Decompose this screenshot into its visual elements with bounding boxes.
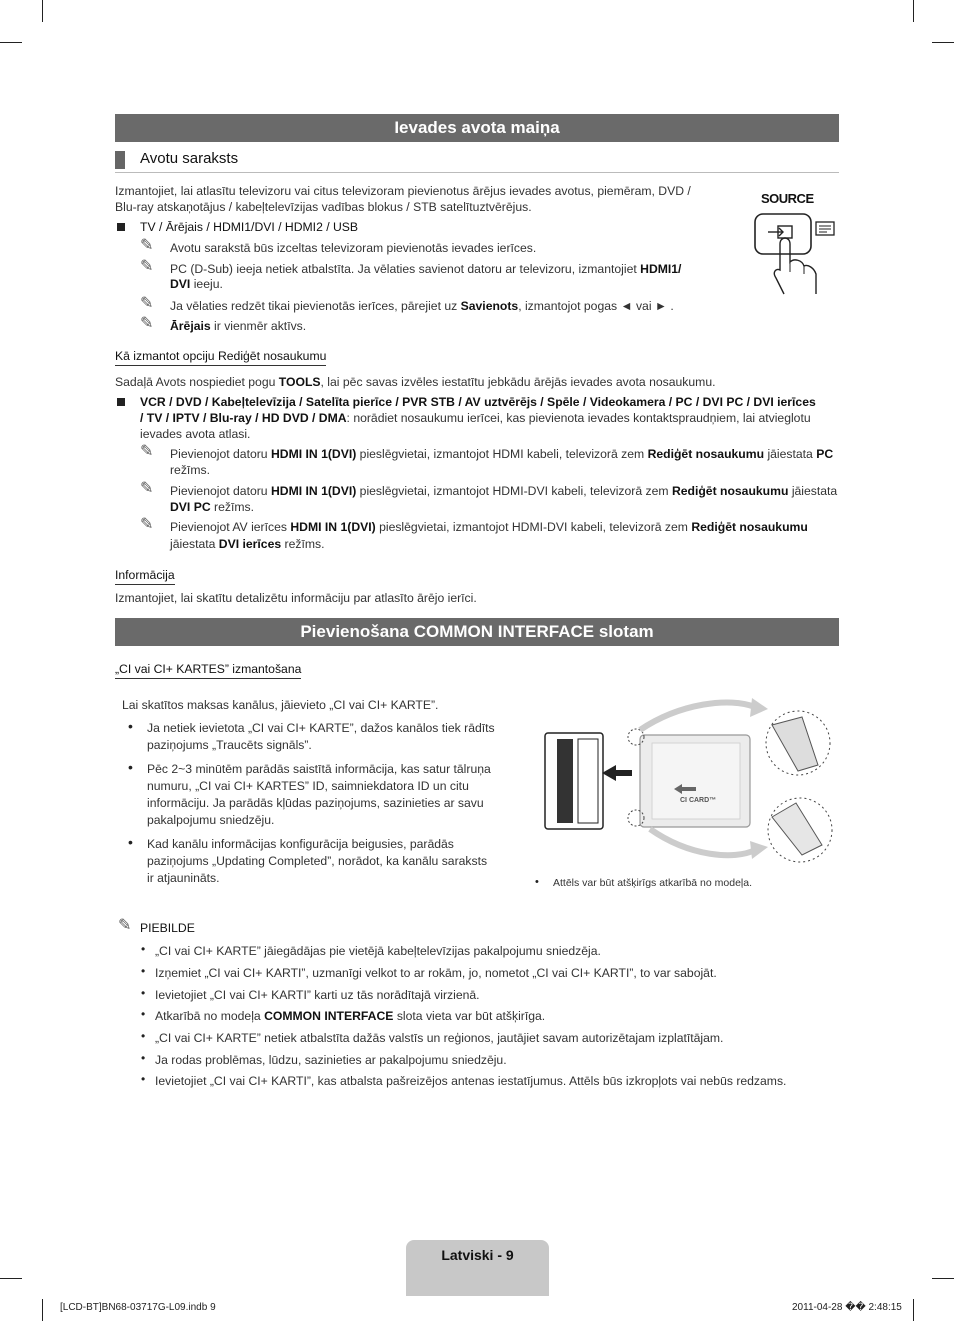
ci-bullet-line: pakalpojumu sniedzēju. [147,813,275,827]
info-heading: Informācija [115,567,175,585]
note-item: „CI vai CI+ KARTE” netiek atbalstīta dažās valstīs un reģionos, jautājiet savam autorizētajam izplatītājam. [155,1031,724,1045]
note-text: PC (D-Sub) ieeja netiek atbalstīta. Ja vēlaties savienot datoru ar televizoru, izmantojiet HDMI1/ [170,262,682,276]
heading-marker [115,151,125,169]
device-list: ievades avota atlasi. [140,427,251,441]
note-item: „CI vai CI+ KARTE” jāiegādājas pie vietējā kabeļtelevīzijas pakalpojumu sniedzēja. [155,944,601,958]
ci-bullet-line: Kad kanālu informācijas konfigurācija beigusies, parādās [147,837,454,851]
ci-bullet-line: ir atjaunināts. [147,871,220,885]
slot-label: COMMON INTERFACE [571,759,577,813]
note-item: Ievietojiet „CI vai CI+ KARTI” karti uz tās norādītajā virzienā. [155,988,480,1002]
bullet-dot: • [141,964,146,978]
crop-mark [913,0,914,22]
note-item: Ievietojiet „CI vai CI+ KARTI”, kas atbalsta pašreizējos antenas iestatījumus. Attēls būs izkropļots vai nebūs redzams. [155,1074,787,1088]
section-title: Ievades avota maiņa [115,114,839,142]
bullet-square [117,398,125,406]
note-item: Izņemiet „CI vai CI+ KARTI”, uzmanīgi velkot to ar rokām, jo, nometot „CI vai CI+ KARTI”, to var sabojāt. [155,966,717,980]
note-icon: ✎ [140,480,154,497]
page-number: Latviski - 9 [441,1247,514,1263]
card-label: CI CARD™ [680,797,717,804]
note-text: Avotu sarakstā būs izceltas televizoram pievienotās ievades ierīces. [170,241,537,255]
note-icon: ✎ [140,315,154,332]
source-list: TV / Ārējais / HDMI1/DVI / HDMI2 / USB [140,220,359,234]
note-icon: ✎ [140,295,154,312]
ci-bullet-line: Ja netiek ievietota „CI vai CI+ KARTE”, dažos kanālos tiek rādīts [147,721,495,735]
note-icon: ✎ [140,258,154,275]
device-list: / TV / IPTV / Blu-ray / HD DVD / DMA: norādiet nosaukumu ierīcei, kas pievienota ievades kontaktspraudņiem, lai atvieglotu [140,411,811,425]
ci-heading: „CI vai CI+ KARTES” izmantošana [115,661,301,679]
note-item: Ja rodas problēmas, lūdzu, sazinieties ar pakalpojumu sniedzēju. [155,1053,507,1067]
info-text: Izmantojiet, lai skatītu detalizētu informāciju par atlasīto ārējo ierīci. [115,591,477,605]
note-icon: ✎ [140,237,154,254]
bullet-dot: • [128,718,133,734]
page-number-tab [406,1240,549,1296]
note-text: jāiestata DVI ierīces režīms. [170,537,325,551]
bullet-dot: • [128,759,133,775]
crop-mark [932,42,954,43]
bullet-square [117,223,125,231]
crop-mark [0,42,22,43]
ci-bullet-line: Pēc 2~3 minūtēm parādās saistītā informācija, kas satur tālruņa [147,762,491,776]
bullet-dot: • [128,834,133,850]
section-title: Pievienošana COMMON INTERFACE slotam [115,618,839,646]
ci-bullet-line: paziņojums „Traucēts signāls”. [147,738,312,752]
intro-line: Izmantojiet, lai atlasītu televizoru vai citus televizoram pievienotus ārējus ievades avotus, piemēram, DVD / [115,184,691,198]
note-icon: ✎ [140,516,154,533]
crop-mark [913,1299,914,1321]
ci-bullet-line: numuru, „CI vai CI+ KARTES” ID, saimniekdatora ID un citu [147,779,469,793]
bullet-dot: • [141,1051,146,1065]
intro-line: Blu-ray atskaņotājus / kabeļtelevīzijas vadības blokus / STB satelītuztvērējus. [115,200,532,214]
note-icon: ✎ [140,443,154,460]
remote-source-label: SOURCE [761,191,814,206]
bullet-dot: • [141,1007,146,1021]
ci-bullet-line: paziņojums „Updating Completed”, norādot, ka kanālu saraksts [147,854,488,868]
file-name: [LCD-BT]BN68-03717G-L09.indb 9 [60,1302,216,1313]
note-text: DVI ieeju. [170,277,223,291]
bullet-dot: • [141,1072,146,1086]
note-text: Ārējais ir vienmēr aktīvs. [170,319,307,333]
crop-mark [932,1278,954,1279]
device-list: VCR / DVD / Kabeļtelevīzija / Satelīta pierīce / PVR STB / AV uztvērējs / Spēle / Videokamera / PC / DVI PC / DVI ierīces [140,395,816,409]
bullet-dot: • [141,942,146,956]
subheading [115,148,839,173]
crop-mark [42,0,43,22]
note-icon: ✎ [118,917,132,934]
ci-bullet-line: informāciju. Ja parādās kļūdas paziņojums, sazinieties ar savu [147,796,484,810]
note-text: Pievienojot AV ierīces HDMI IN 1(DVI) pieslēgvietai, izmantojot HDMI-DVI kabeli, televizorā zem Rediģēt nosaukumu [170,520,808,534]
print-date: 2011-04-28 �� 2:48:15 [792,1302,902,1313]
note-text: Ja vēlaties redzēt tikai pievienotās ierīces, pārejiet uz Savienots, izmantojot pogas ◄ vai ► . [170,299,674,313]
rename-text: Sadaļā Avots nospiediet pogu TOOLS, lai pēc savas izvēles iestatītu jebkādu ārējās ievades avota nosaukumu. [115,375,716,389]
note-text: Pievienojot datoru HDMI IN 1(DVI) pieslēgvietai, izmantojot HDMI-DVI kabeli, televizorā zem Rediģēt nosaukumu jāiestata [170,484,838,498]
remote-source-button-illustration [750,208,845,298]
note-text: Pievienojot datoru HDMI IN 1(DVI) pieslēgvietai, izmantojot HDMI kabeli, televizorā zem Rediģēt nosaukumu jāiestata PC [170,447,834,461]
ci-intro: Lai skatītos maksas kanālus, jāievieto „CI vai CI+ KARTE”. [122,698,439,712]
bullet-dot: • [535,876,539,888]
note-item: Atkarībā no modeļa COMMON INTERFACE slota vieta var būt atšķirīga. [155,1009,546,1023]
bullet-dot: • [141,986,146,1000]
bullet-dot: • [141,1029,146,1043]
ci-card-illustration [540,695,835,870]
crop-mark [42,1299,43,1321]
rename-heading: Kā izmantot opciju Rediģēt nosaukumu [115,348,326,366]
note-text: režīms. [170,463,210,477]
figure-caption: Attēls var būt atšķirīgs atkarībā no modeļa. [553,877,753,889]
notes-label: PIEBILDE [140,921,195,935]
subheading-text: Avotu saraksts [140,150,239,167]
crop-mark [0,1278,22,1279]
note-text: DVI PC režīms. [170,500,254,514]
